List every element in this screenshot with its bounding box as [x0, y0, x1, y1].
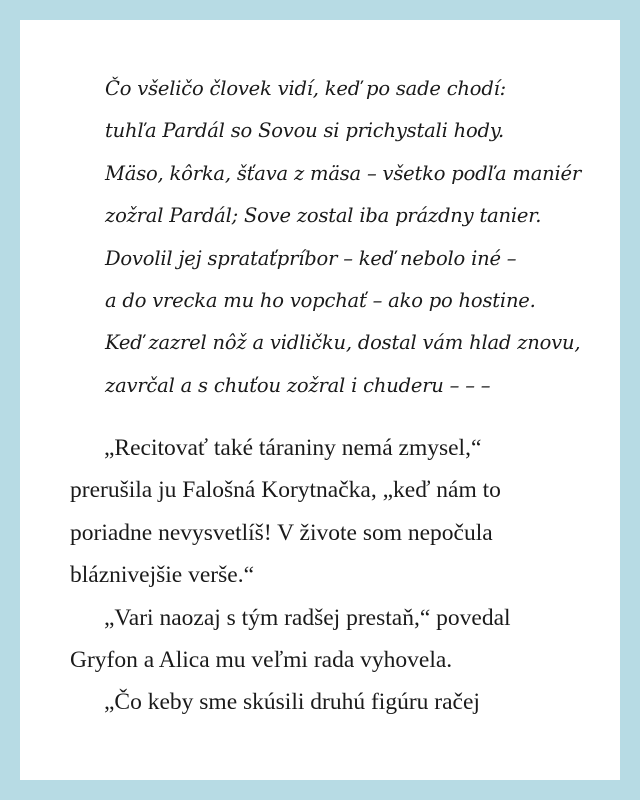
poem-line: zožral Pardál; Sove zostal iba prázdny tanier. — [105, 204, 542, 228]
paragraph-line: bláznivejšie verše.“ — [70, 562, 254, 589]
book-page — [20, 20, 620, 780]
poem-line: Dovolil jej sprataťpríbor – keď nebolo iné – — [105, 246, 517, 270]
paragraph-line: poriadne nevysvetlíš! V živote som nepočula — [70, 519, 493, 546]
poem-line: Keď zazrel nôž a vidličku, dostal vám hlad znovu, — [105, 331, 581, 355]
poem-line: tuhľa Pardál so Sovou si prichystali hody. — [105, 119, 505, 143]
poem-line: Mäso, kôrka, šťava z mäsa – všetko podľa maniér — [105, 161, 581, 185]
poem-block — [105, 68, 581, 407]
poem-line: a do vrecka mu ho vopchať – ako po hostine. — [105, 288, 536, 312]
paragraph-line: „Vari naozaj s tým radšej prestaň,“ povedal — [104, 604, 511, 631]
paragraph-line: prerušila ju Falošná Korytnačka, „keď nám to — [70, 477, 501, 504]
paragraph-line: „Recitovať také táraniny nemá zmysel,“ — [104, 435, 482, 461]
poem-line: zavrčal a s chuťou zožral i chuderu – – – — [105, 373, 491, 397]
poem-line: Čo všeličo človek vidí, keď po sade chodí: — [105, 77, 507, 100]
paragraph-line: Gryfon a Alica mu veľmi rada vyhovela. — [70, 646, 453, 673]
prose-block — [70, 427, 590, 724]
paragraph-line: „Čo keby sme skúsili druhú figúru račej — [104, 689, 480, 716]
